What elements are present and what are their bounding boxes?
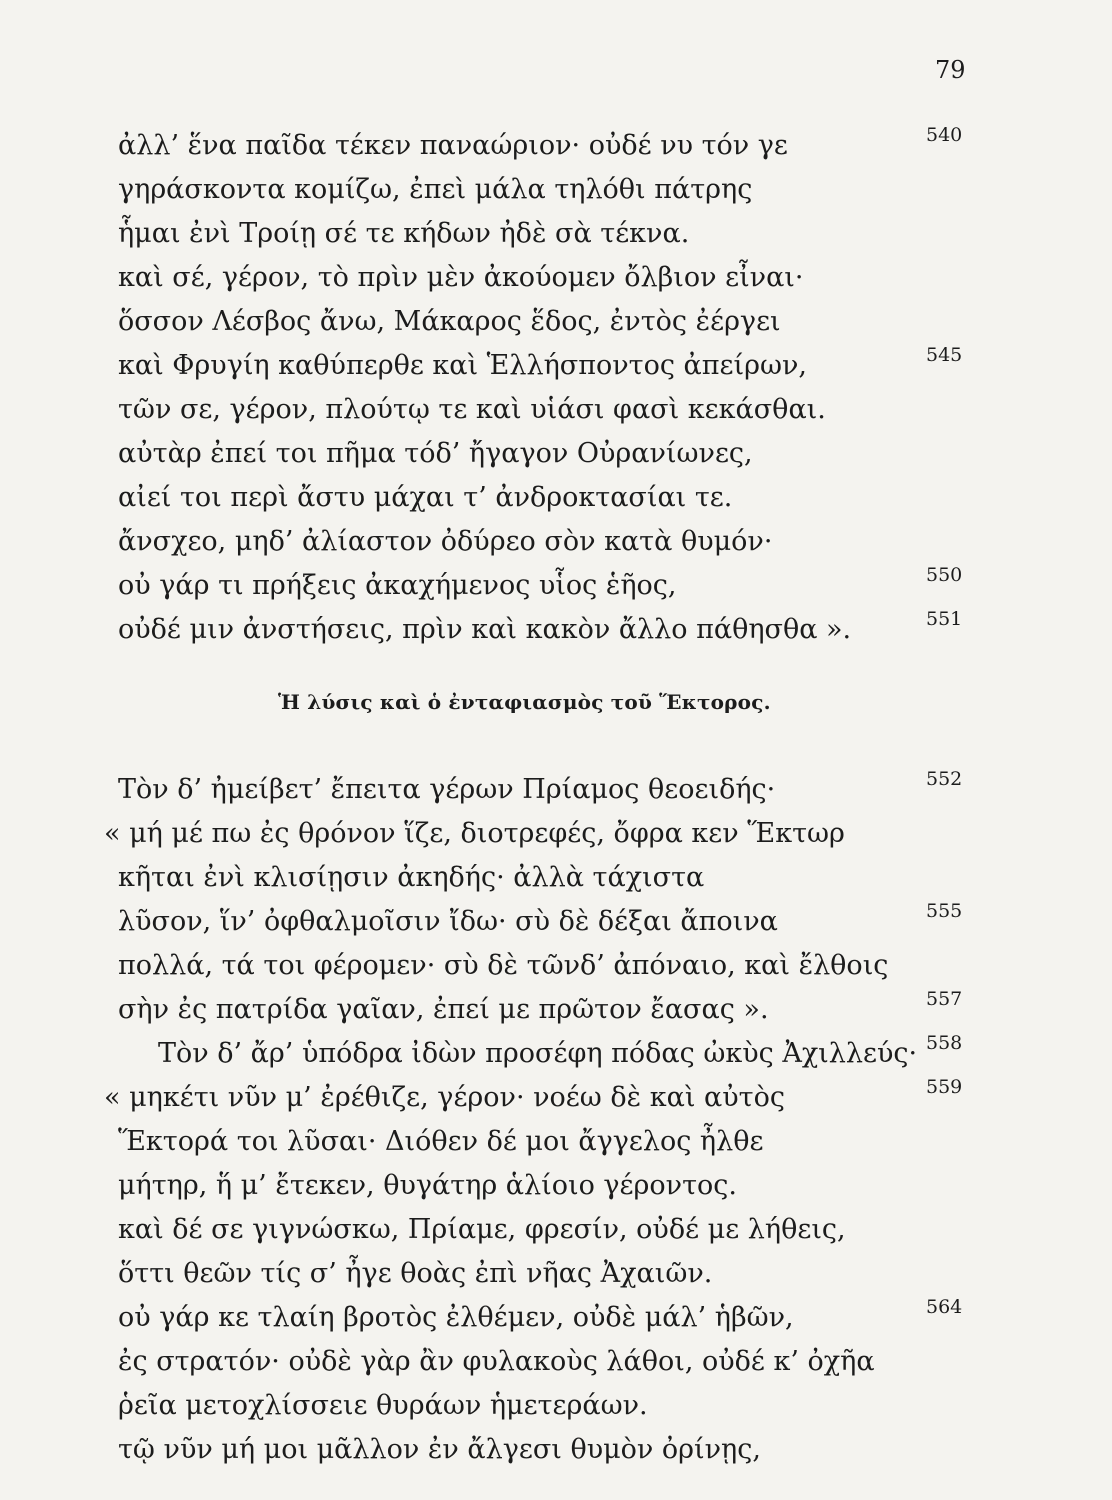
verse-block-1	[118, 124, 998, 652]
verse-text: Τὸν δ’ ἠμείβετ’ ἔπειτα γέρων Πρίαμος θεοειδής·	[118, 774, 776, 805]
verse-text: ἧμαι ἐνὶ Τροίῃ σέ τε κήδων ἠδὲ σὰ τέκνα.	[118, 218, 690, 249]
verse-text: ὅσσον Λέσβος ἄνω, Μάκαρος ἕδος, ἐντὸς ἐέργει	[118, 306, 781, 337]
verse-text: Ἕκτορά τοι λῦσαι· Διόθεν δέ μοι ἄγγελος ἦλθε	[118, 1126, 764, 1157]
section-heading: Ἡ λύσις καὶ ὁ ἐνταφιασμὸς τοῦ Ἕκτορος.	[278, 690, 771, 714]
verse-text: αἰεί τοι περὶ ἄστυ μάχαι τ’ ἀνδροκτασίαι τε.	[118, 482, 733, 513]
line-number: 551	[926, 608, 963, 630]
verse-text: ὅττι θεῶν τίς σ’ ἦγε θοὰς ἐπὶ νῆας Ἀχαιῶν.	[118, 1258, 713, 1289]
verse-line	[118, 256, 998, 300]
verse-text: ἀλλ’ ἕνα παῖδα τέκεν παναώριον· οὐδέ νυ τόν γε	[118, 130, 788, 161]
verse-line	[118, 1164, 998, 1208]
verse-line	[118, 300, 998, 344]
verse-line	[118, 1384, 998, 1428]
line-number: 540	[926, 124, 963, 146]
verse-line	[118, 856, 998, 900]
line-number: 557	[926, 988, 963, 1010]
verse-line	[118, 212, 998, 256]
verse-line	[118, 768, 998, 812]
verse-text: ἄνσχεο, μηδ’ ἀλίαστον ὀδύρεο σὸν κατὰ θυμόν·	[118, 526, 773, 557]
verse-line	[104, 812, 998, 856]
line-number: 552	[926, 768, 963, 790]
line-number: 550	[926, 564, 963, 586]
verse-line	[118, 900, 998, 944]
verse-text: πολλά, τά τοι φέρομεν· σὺ δὲ τῶνδ’ ἀπόναιο, καὶ ἔλθοις	[118, 950, 889, 981]
verse-text: ῥεῖα μετοχλίσσειε θυράων ἡμετεράων.	[118, 1390, 648, 1421]
verse-line	[118, 1208, 998, 1252]
line-number: 555	[926, 900, 963, 922]
verse-line	[118, 168, 998, 212]
verse-text: « μηκέτι νῦν μ’ ἐρέθιζε, γέρον· νοέω δὲ καὶ αὐτὸς	[104, 1082, 785, 1113]
verse-text: λῦσον, ἵν’ ὀφθαλμοῖσιν ἴδω· σὺ δὲ δέξαι ἄποινα	[118, 906, 778, 937]
verse-text: οὐ γάρ τι πρήξεις ἀκαχήμενος υἷος ἑῆος,	[118, 570, 677, 601]
verse-line	[118, 564, 998, 608]
verse-line	[104, 1076, 998, 1120]
verse-line	[118, 1032, 998, 1076]
verse-text: καὶ Φρυγίη καθύπερθε καὶ Ἑλλήσποντος ἀπείρων,	[118, 350, 807, 381]
line-number: 564	[926, 1296, 963, 1318]
verse-text: οὐδέ μιν ἀνστήσεις, πρὶν καὶ κακὸν ἄλλο πάθησθα ».	[118, 614, 852, 645]
verse-line	[118, 944, 998, 988]
verse-line	[118, 1120, 998, 1164]
page-number: 79	[935, 56, 966, 84]
verse-text: καὶ σέ, γέρον, τὸ πρὶν μὲν ἀκούομεν ὄλβιον εἶναι·	[118, 262, 804, 293]
verse-line	[118, 344, 998, 388]
verse-line	[118, 1428, 998, 1472]
verse-text: Τὸν δ’ ἄρ’ ὑπόδρα ἰδὼν προσέφη πόδας ὠκὺς Ἀχιλλεύς·	[158, 1038, 918, 1069]
verse-line	[118, 520, 998, 564]
verse-text: μήτηρ, ἥ μ’ ἔτεκεν, θυγάτηρ ἁλίοιο γέροντος.	[118, 1170, 737, 1201]
verse-text: καὶ δέ σε γιγνώσκω, Πρίαμε, φρεσίν, οὐδέ με λήθεις,	[118, 1214, 846, 1245]
verse-line	[118, 432, 998, 476]
verse-text: αὐτὰρ ἐπεί τοι πῆμα τόδ’ ἤγαγον Οὐρανίωνες,	[118, 438, 753, 469]
verse-block-2	[104, 768, 998, 1472]
verse-line	[118, 124, 998, 168]
verse-line	[118, 988, 998, 1032]
verse-line	[118, 388, 998, 432]
verse-text: σὴν ἐς πατρίδα γαῖαν, ἐπεί με πρῶτον ἔασας ».	[118, 994, 769, 1025]
line-number: 558	[926, 1032, 963, 1054]
verse-text: « μή μέ πω ἐς θρόνον ἵζε, διοτρεφές, ὄφρα κεν Ἕκτωρ	[104, 818, 845, 849]
verse-line	[118, 1296, 998, 1340]
verse-line	[118, 1252, 998, 1296]
line-number: 559	[926, 1076, 963, 1098]
verse-text: γηράσκοντα κομίζω, ἐπεὶ μάλα τηλόθι πάτρης	[118, 174, 753, 205]
line-number: 545	[926, 344, 963, 366]
verse-line	[118, 608, 998, 652]
verse-line	[118, 1340, 998, 1384]
verse-line	[118, 476, 998, 520]
verse-text: κῆται ἐνὶ κλισίῃσιν ἀκηδής· ἀλλὰ τάχιστα	[118, 862, 705, 893]
verse-text: τῶν σε, γέρον, πλούτῳ τε καὶ υἱάσι φασὶ κεκάσθαι.	[118, 394, 826, 425]
verse-text: οὐ γάρ κε τλαίη βροτὸς ἐλθέμεν, οὐδὲ μάλ’ ἡβῶν,	[118, 1302, 794, 1333]
verse-text: ἐς στρατόν· οὐδὲ γὰρ ἂν φυλακοὺς λάθοι, οὐδέ κ’ ὀχῆα	[118, 1346, 875, 1377]
verse-text: τῷ νῦν μή μοι μᾶλλον ἐν ἄλγεσι θυμὸν ὀρίνῃς,	[118, 1434, 761, 1465]
